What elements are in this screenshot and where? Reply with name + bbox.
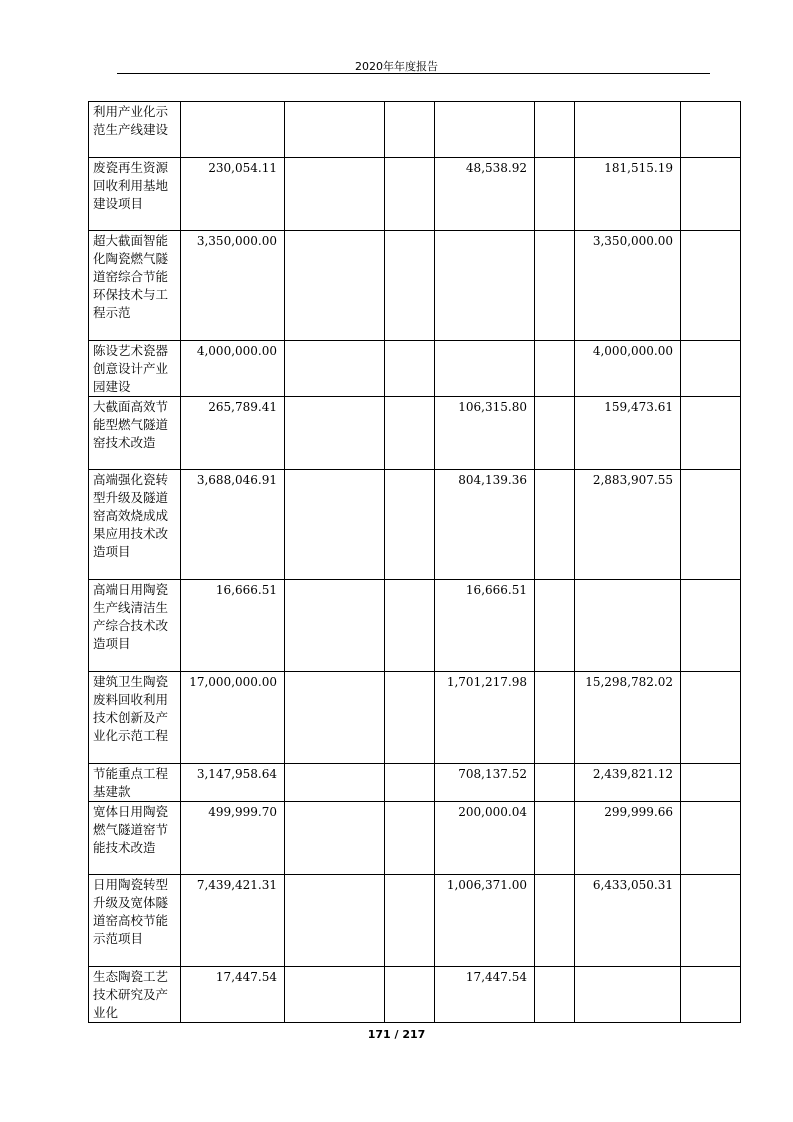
amount-cell-c1: 4,000,000.00 — [181, 341, 285, 397]
amount-cell-c3 — [385, 102, 435, 158]
amount-cell-c4: 804,139.36 — [435, 470, 535, 580]
amount-cell-c5 — [535, 967, 575, 1023]
amount-cell-c5 — [535, 341, 575, 397]
amount-cell-c1: 3,147,958.64 — [181, 764, 285, 802]
amount-cell-c3 — [385, 341, 435, 397]
table-row — [89, 397, 741, 470]
amount-cell-c6: 4,000,000.00 — [575, 341, 681, 397]
amount-cell-c7 — [681, 397, 741, 470]
amount-cell-c1: 230,054.11 — [181, 158, 285, 231]
amount-cell-c2 — [285, 158, 385, 231]
table-row — [89, 875, 741, 967]
amount-cell-c2 — [285, 764, 385, 802]
amount-cell-c1: 17,447.54 — [181, 967, 285, 1023]
amount-cell-c3 — [385, 470, 435, 580]
project-name-cell: 大截面高效节能型燃气隧道窑技术改造 — [89, 397, 181, 470]
table-row — [89, 102, 741, 158]
page-number: 171 / 217 — [367, 1028, 426, 1041]
government-grants-table — [88, 101, 741, 1023]
project-name-cell: 生态陶瓷工艺技术研究及产业化 — [89, 967, 181, 1023]
project-name-cell: 建筑卫生陶瓷废料回收利用技术创新及产业化示范工程 — [89, 672, 181, 764]
table-row — [89, 764, 741, 802]
amount-cell-c3 — [385, 580, 435, 672]
amount-cell-c1: 499,999.70 — [181, 802, 285, 875]
amount-cell-c5 — [535, 158, 575, 231]
amount-cell-c1: 3,688,046.91 — [181, 470, 285, 580]
project-name-cell: 高端日用陶瓷生产线清洁生产综合技术改造项目 — [89, 580, 181, 672]
amount-cell-c1: 7,439,421.31 — [181, 875, 285, 967]
amount-cell-c5 — [535, 802, 575, 875]
table-row — [89, 341, 741, 397]
amount-cell-c5 — [535, 875, 575, 967]
amount-cell-c4: 200,000.04 — [435, 802, 535, 875]
project-name-cell: 利用产业化示范生产线建设 — [89, 102, 181, 158]
amount-cell-c2 — [285, 470, 385, 580]
amount-cell-c3 — [385, 158, 435, 231]
amount-cell-c5 — [535, 231, 575, 341]
amount-cell-c2 — [285, 580, 385, 672]
amount-cell-c7 — [681, 158, 741, 231]
amount-cell-c7 — [681, 875, 741, 967]
amount-cell-c5 — [535, 470, 575, 580]
amount-cell-c2 — [285, 102, 385, 158]
project-name-cell: 陈设艺术瓷器创意设计产业园建设 — [89, 341, 181, 397]
amount-cell-c3 — [385, 967, 435, 1023]
amount-cell-c1 — [181, 102, 285, 158]
project-name-cell: 宽体日用陶瓷燃气隧道窑节能技术改造 — [89, 802, 181, 875]
amount-cell-c7 — [681, 580, 741, 672]
amount-cell-c1: 265,789.41 — [181, 397, 285, 470]
amount-cell-c7 — [681, 102, 741, 158]
header-rule — [117, 73, 710, 74]
project-name-cell: 节能重点工程基建款 — [89, 764, 181, 802]
amount-cell-c4: 17,447.54 — [435, 967, 535, 1023]
table-row — [89, 158, 741, 231]
amount-cell-c6: 6,433,050.31 — [575, 875, 681, 967]
amount-cell-c4: 1,701,217.98 — [435, 672, 535, 764]
amount-cell-c3 — [385, 672, 435, 764]
amount-cell-c5 — [535, 580, 575, 672]
amount-cell-c6: 2,439,821.12 — [575, 764, 681, 802]
amount-cell-c4: 16,666.51 — [435, 580, 535, 672]
amount-cell-c2 — [285, 397, 385, 470]
amount-cell-c6 — [575, 580, 681, 672]
amount-cell-c2 — [285, 967, 385, 1023]
amount-cell-c6 — [575, 967, 681, 1023]
amount-cell-c6: 2,883,907.55 — [575, 470, 681, 580]
amount-cell-c5 — [535, 672, 575, 764]
amount-cell-c2 — [285, 802, 385, 875]
amount-cell-c3 — [385, 802, 435, 875]
amount-cell-c6: 181,515.19 — [575, 158, 681, 231]
amount-cell-c4: 106,315.80 — [435, 397, 535, 470]
amount-cell-c4 — [435, 341, 535, 397]
amount-cell-c3 — [385, 397, 435, 470]
amount-cell-c6: 3,350,000.00 — [575, 231, 681, 341]
amount-cell-c2 — [285, 231, 385, 341]
amount-cell-c6 — [575, 102, 681, 158]
amount-cell-c2 — [285, 672, 385, 764]
amount-cell-c6: 299,999.66 — [575, 802, 681, 875]
table-row — [89, 802, 741, 875]
amount-cell-c7 — [681, 967, 741, 1023]
amount-cell-c7 — [681, 802, 741, 875]
table-row — [89, 470, 741, 580]
amount-cell-c2 — [285, 341, 385, 397]
project-name-cell: 高端强化瓷转型升级及隧道窑高效烧成成果应用技术改造项目 — [89, 470, 181, 580]
amount-cell-c5 — [535, 102, 575, 158]
amount-cell-c1: 16,666.51 — [181, 580, 285, 672]
amount-cell-c7 — [681, 672, 741, 764]
amount-cell-c4 — [435, 231, 535, 341]
amount-cell-c2 — [285, 875, 385, 967]
amount-cell-c1: 3,350,000.00 — [181, 231, 285, 341]
amount-cell-c3 — [385, 231, 435, 341]
amount-cell-c1: 17,000,000.00 — [181, 672, 285, 764]
amount-cell-c7 — [681, 341, 741, 397]
project-name-cell: 日用陶瓷转型升级及宽体隧道窑高校节能示范项目 — [89, 875, 181, 967]
amount-cell-c3 — [385, 764, 435, 802]
amount-cell-c6: 15,298,782.02 — [575, 672, 681, 764]
table-row — [89, 580, 741, 672]
amount-cell-c4: 708,137.52 — [435, 764, 535, 802]
table-row — [89, 967, 741, 1023]
amount-cell-c7 — [681, 764, 741, 802]
table-row — [89, 231, 741, 341]
amount-cell-c7 — [681, 470, 741, 580]
amount-cell-c5 — [535, 764, 575, 802]
amount-cell-c4: 48,538.92 — [435, 158, 535, 231]
amount-cell-c7 — [681, 231, 741, 341]
page-header: 2020年年度报告 — [355, 60, 438, 73]
table-row — [89, 672, 741, 764]
project-name-cell: 废瓷再生资源回收利用基地建设项目 — [89, 158, 181, 231]
amount-cell-c5 — [535, 397, 575, 470]
project-name-cell: 超大截面智能化陶瓷燃气隧道窑综合节能环保技术与工程示范 — [89, 231, 181, 341]
amount-cell-c3 — [385, 875, 435, 967]
amount-cell-c4: 1,006,371.00 — [435, 875, 535, 967]
amount-cell-c4 — [435, 102, 535, 158]
amount-cell-c6: 159,473.61 — [575, 397, 681, 470]
